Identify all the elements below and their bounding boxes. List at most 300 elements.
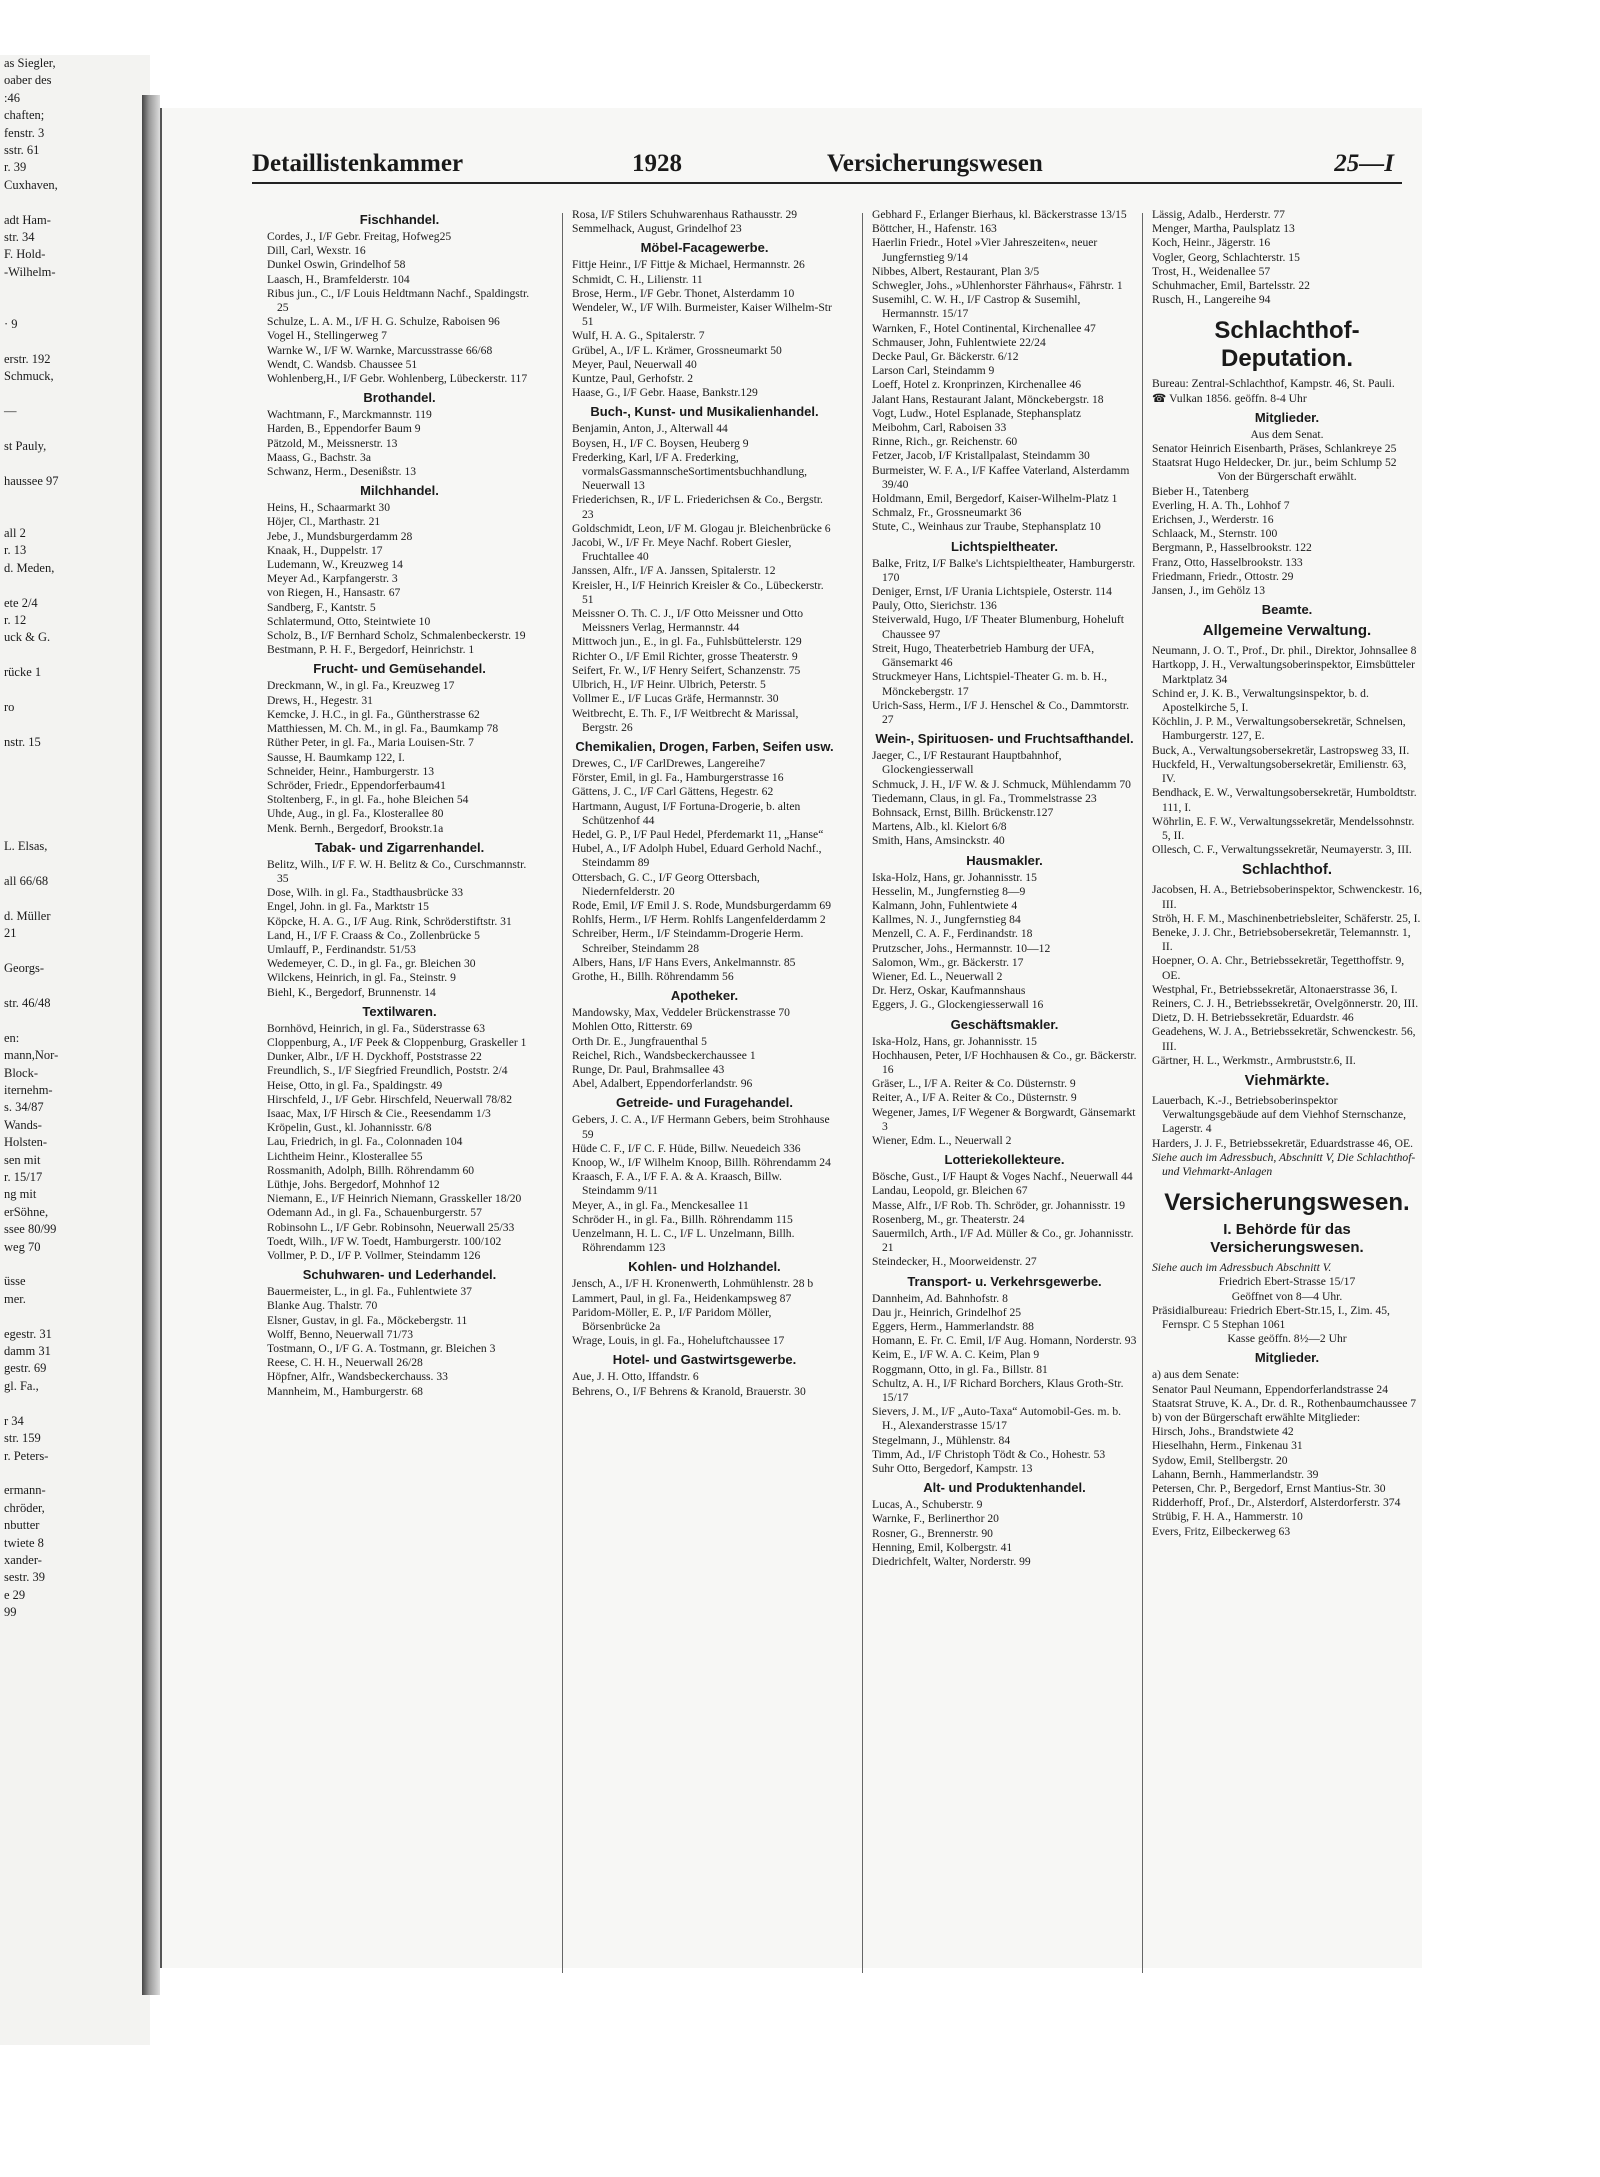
left-page-text-fragment: oaber des (4, 73, 52, 88)
directory-entry: Stoltenberg, F., in gl. Fa., hohe Bleichen 54 (267, 793, 469, 807)
directory-entry: Buck, A., Verwaltungsobersekretär, Lastropsweg 33, II. (1152, 743, 1410, 757)
left-page-text-fragment: üsse (4, 1274, 26, 1289)
section-heading: Textilwaren. (362, 1003, 437, 1019)
section-heading: Schuhwaren- und Lederhandel. (302, 1267, 497, 1283)
left-page-text-fragment (0, 334, 150, 351)
directory-entry: Aue, J. H. Otto, Iffandstr. 6 (572, 1370, 699, 1384)
left-page-text-fragment (0, 1308, 150, 1325)
directory-entry: Meibohm, Carl, Raboisen 33 (872, 421, 1007, 435)
left-page-text-fragment: F. Hold- (4, 247, 46, 262)
directory-entry: Koch, Heinr., Jägerstr. 16 (1152, 236, 1271, 250)
directory-entry: Schröder, Friedr., Eppendorferbaum41 (267, 778, 446, 792)
left-page-text-fragment: Schmuck, (4, 369, 54, 384)
left-page-text-fragment: mann,Nor- (4, 1048, 59, 1063)
directory-entry: Dunkel Oswin, Grindelhof 58 (267, 258, 406, 272)
directory-entry: Everling, H. A. Th., Lohhof 7 (1152, 498, 1290, 512)
directory-entry: Hirsch, Johs., Brandstwiete 42 (1152, 1425, 1294, 1439)
directory-entry: Tiedemann, Claus, in gl. Fa., Trommelstrasse 23 (872, 791, 1097, 805)
left-page-text-fragment: fenstr. 3 (4, 125, 45, 140)
left-page-text-fragment: gestr. 69 (4, 1361, 47, 1376)
directory-entry: Schlatermund, Otto, Steintwiete 10 (267, 614, 431, 628)
directory-entry: Suhr Otto, Bergedorf, Kampstr. 13 (872, 1462, 1033, 1476)
left-page-text-fragment: r. Peters- (4, 1448, 49, 1463)
directory-entry: Warnken, F., Hotel Continental, Kirchenallee 47 (872, 321, 1096, 335)
directory-entry: Steiverwald, Hugo, I/F Theater Blumenburg, Hoheluft Chaussee 97 (872, 613, 1125, 641)
left-page-text-fragment: ete 2/4 (4, 595, 38, 610)
left-page-text-fragment: egestr. 31 (4, 1326, 52, 1341)
directory-entry: Franz, Otto, Hasselbrookstr. 133 (1152, 555, 1303, 569)
directory-entry: Jacobi, W., I/F Fr. Meye Nachf. Robert Giesler, Fruchtallee 40 (572, 536, 792, 564)
directory-entry: Blanke Aug. Thalstr. 70 (267, 1299, 378, 1313)
directory-entry: Reiter, A., I/F A. Reiter & Co., Düsternstr. 9 (872, 1091, 1077, 1105)
directory-entry: Heins, H., Schaarmarkt 30 (267, 501, 390, 515)
directory-entry: Lahann, Bernh., Hammerlandstr. 39 (1152, 1467, 1319, 1481)
left-page-text-fragment: mer. (4, 1291, 26, 1306)
left-page-text-fragment: r. 15/17 (4, 1170, 43, 1184)
directory-entry: Hüde C. F., I/F C. F. Hüde, Billw. Neuedeich 336 (572, 1141, 801, 1155)
left-page-text-fragment: r. 13 (4, 543, 27, 558)
directory-entry: Goldschmidt, Leon, I/F M. Glogau jr. Bleichenbrücke 6 (572, 521, 831, 535)
directory-entry: Benjamin, Anton, J., Alterwall 44 (572, 422, 728, 436)
directory-entry: Bösche, Gust., I/F Haupt & Voges Nachf., Neuerwall 44 (872, 1170, 1133, 1184)
directory-entry: Martens, Alb., kl. Kielort 6/8 (872, 820, 1007, 834)
section-heading: Frucht- und Gemüsehandel. (313, 661, 486, 677)
directory-entry: Iska-Holz, Hans, gr. Johannisstr. 15 (872, 1034, 1037, 1048)
directory-entry: Hoepner, O. A. Chr., Betriebssekretär, Tegetthoffstr. 9, OE. (1152, 954, 1405, 982)
left-page-text-fragment: haussee 97 (4, 473, 59, 488)
directory-entry: Senator Paul Neumann, Eppendorferlandstrasse 24 (1152, 1382, 1388, 1396)
directory-entry: a) aus dem Senate: (1152, 1368, 1240, 1382)
directory-entry: Hartkopp, J. H., Verwaltungsoberinspektor, Eimsbütteler Marktplatz 34 (1152, 658, 1416, 686)
directory-entry: Vogler, Georg, Schlachterstr. 15 (1152, 250, 1300, 264)
left-page-text-fragment: sestr. 39 (4, 1570, 45, 1585)
directory-entry: Meyer, Paul, Neuerwall 40 (572, 357, 697, 371)
left-page-text-fragment (0, 682, 150, 699)
directory-entry: Schwegler, Johs., »Uhlenhorster Fährhaus«, Fährstr. 1 (872, 279, 1123, 293)
directory-entry: Land, H., I/F F. Craass & Co., Zollenbrücke 5 (267, 928, 480, 942)
subheading: Allgemeine Verwaltung. (1202, 622, 1372, 640)
directory-entry: Kalmann, John, Fuhlentwiete 4 (872, 898, 1018, 912)
centered-note: Geöffnet von 8—4 Uhr. (1231, 1289, 1343, 1303)
directory-entry: Richter O., I/F Emil Richter, grosse Theaterstr. 9 (572, 649, 798, 663)
directory-entry: Kreisler, H., I/F Heinrich Kreisler & Co., Lübeckerstr. 51 (572, 578, 824, 606)
directory-entry: Mittwoch jun., E., in gl. Fa., Fuhlsbüttelerstr. 129 (572, 635, 802, 649)
directory-entry: Hesselin, M., Jungfernstieg 8—9 (872, 884, 1026, 898)
directory-entry: Grübel, A., I/F L. Krämer, Grossneumarkt 50 (572, 343, 782, 357)
directory-entry: Dietz, D. H. Betriebssekretär, Eduardstr. 46 (1152, 1011, 1354, 1025)
directory-entry: Roggmann, Otto, in gl. Fa., Billstr. 81 (872, 1362, 1048, 1376)
left-page-text-fragment (0, 751, 150, 768)
left-page-text-fragment: 99 (4, 1605, 17, 1620)
directory-entry: Gebhard F., Erlanger Bierhaus, kl. Bäckerstrasse 13/15 (872, 208, 1127, 221)
directory-entry: Sydow, Emil, Stellbergstr. 20 (1152, 1453, 1288, 1467)
directory-entry: Ridderhoff, Prof., Dr., Alsterdorf, Alsterdorferstr. 374 (1152, 1496, 1401, 1510)
directory-entry: Knaak, H., Duppelstr. 17 (267, 543, 383, 557)
directory-entry: Bendhack, E. W., Verwaltungsobersekretär, Humboldtstr. 111, I. (1152, 786, 1417, 814)
directory-entry: Friedmann, Friedr., Ottostr. 29 (1152, 569, 1294, 583)
directory-entry: Kraasch, F. A., I/F F. A. & A. Kraasch, Billw. Steindamm 9/11 (572, 1170, 782, 1198)
left-page-text-fragment (0, 1395, 150, 1412)
directory-entry: Wrage, Louis, in gl. Fa., Hoheluftchaussee 17 (572, 1334, 785, 1348)
directory-entry: Deniger, Ernst, I/F Urania Lichtspiele, Osterstr. 114 (872, 585, 1112, 599)
left-page-text-fragment: chaften; (4, 108, 45, 123)
directory-entry: Tostmann, O., I/F G. A. Tostmann, gr. Bleichen 3 (267, 1342, 496, 1356)
column-1 (267, 208, 532, 1399)
left-page-text-fragment (0, 1465, 150, 1482)
left-page-text-fragment: nstr. 15 (4, 734, 41, 749)
directory-entry: Jacobsen, H. A., Betriebsoberinspektor, Schwenckestr. 16, III. (1152, 883, 1423, 911)
left-page-text-fragment: ermann- (4, 1483, 46, 1498)
directory-entry: Dunker, Albr., I/F H. Dyckhoff, Poststrasse 22 (267, 1050, 482, 1064)
directory-entry: Grothe, H., Billh. Röhrendamm 56 (572, 969, 734, 983)
directory-entry: Brose, Herm., I/F Gebr. Thonet, Alsterdamm 10 (572, 286, 795, 300)
left-page-text-fragment: as Siegler, (4, 56, 56, 70)
directory-entry: Schultz, A. H., I/F Richard Borchers, Klaus Groth-Str. 15/17 (872, 1376, 1124, 1405)
directory-entry: Rosner, G., Brennerstr. 90 (872, 1526, 993, 1540)
directory-entry: Balke, Fritz, I/F Balke's Lichtspieltheater, Hamburgerstr. 170 (872, 556, 1136, 584)
left-page-text-fragment: d. Müller (4, 908, 51, 923)
directory-entry: Kallmes, N. J., Jungfernstieg 84 (872, 913, 1021, 927)
directory-entry: Reese, C. H. H., Neuerwall 26/28 (267, 1356, 423, 1370)
directory-entry: Schneider, Heinr., Hamburgerstr. 13 (267, 764, 435, 778)
left-page-text-fragment: ng mit (4, 1187, 37, 1202)
column-3 (872, 208, 1137, 1569)
directory-entry: Prutzscher, Johs., Hermannstr. 10—12 (872, 941, 1051, 955)
centered-note: Aus dem Senat. (1250, 427, 1324, 441)
directory-entry: Wulf, H. A. G., Spitalerstr. 7 (572, 329, 705, 343)
directory-entry: Umlauff, P., Ferdinandstr. 51/53 (267, 942, 416, 956)
left-page-text-fragment: all 66/68 (4, 874, 49, 889)
directory-entry: Frederking, Karl, I/F A. Frederking, vormalsGassmannscheSortimentsbuchhandlung, Neuerwall 13 (572, 450, 808, 493)
directory-entry: Burmeister, W. F. A., I/F Kaffee Vaterland, Alsterdamm 39/40 (872, 463, 1130, 491)
directory-entry: Petersen, Chr. P., Bergedorf, Ernst Mantius-Str. 30 (1152, 1482, 1386, 1496)
directory-entry: Streit, Hugo, Theaterbetrieb Hamburg der UFA, Gänsemarkt 46 (872, 641, 1095, 670)
section-heading: Alt- und Produktenhandel. (923, 1480, 1086, 1496)
directory-entry: Bureau: Zentral-Schlachthof, Kampstr. 46, St. Pauli. (1152, 377, 1395, 391)
directory-entry: Friederichsen, R., I/F L. Friederichsen & Co., Bergstr. 23 (572, 493, 823, 521)
subheading: I. Behörde für das Versicherungswesen. (1210, 1221, 1364, 1257)
directory-entry: Masse, Alfr., I/F Rob. Th. Schröder, gr. Johannisstr. 19 (872, 1198, 1126, 1212)
directory-entry: Ottersbach, G. C., I/F Georg Ottersbach, Niedernfelderstr. 20 (572, 870, 760, 898)
left-page-text-fragment (0, 821, 150, 838)
document-page (160, 108, 1422, 1968)
left-page-text-fragment: r 34 (4, 1413, 24, 1428)
left-page-text-fragment: — (4, 404, 17, 419)
left-page-text-fragment (0, 943, 150, 960)
column-4 (1152, 208, 1422, 1539)
directory-entry: Wegener, James, I/F Wegener & Borgwardt, Gänsemarkt 3 (872, 1105, 1136, 1133)
directory-entry: Timm, Ad., I/F Christoph Tödt & Co., Hohestr. 53 (872, 1447, 1106, 1461)
directory-entry: Hieselhahn, Herm., Finkenau 31 (1152, 1439, 1303, 1453)
directory-entry: Gärtner, H. L., Werkmstr., Armbruststr.6, II. (1152, 1053, 1356, 1067)
left-page-text-fragment (0, 803, 150, 820)
centered-note: Friedrich Ebert-Strasse 15/17 (1218, 1275, 1356, 1289)
directory-entry: Jensch, A., I/F H. Kronenwerth, Lohmühlenstr. 28 b (572, 1277, 814, 1291)
directory-entry: Menzell, C. A. F., Ferdinandstr. 18 (872, 927, 1033, 941)
directory-entry: Elsner, Gustav, in gl. Fa., Möckebergstr. 11 (267, 1313, 468, 1327)
header-left-title: Detaillistenkammer (252, 150, 464, 177)
directory-entry: Menk. Bernh., Bergedorf, Brookstr.1a (267, 821, 444, 835)
section-heading: Kohlen- und Holzhandel. (628, 1259, 781, 1275)
directory-entry: Rosenberg, M., gr. Theaterstr. 24 (872, 1212, 1025, 1226)
directory-entry: Köpcke, H. A. G., I/F Aug. Rink, Schröderstiftstr. 31 (267, 914, 512, 928)
left-page-text-fragment (0, 455, 150, 472)
directory-entry: Trost, H., Weidenallee 57 (1152, 264, 1271, 278)
section-heading: Hotel- und Gastwirtsgewerbe. (612, 1352, 797, 1368)
directory-entry: Pätzold, M., Meissnerstr. 13 (267, 436, 398, 450)
directory-entry: Schmauser, John, Fuhlentwiete 22/24 (872, 335, 1046, 349)
directory-entry: Ollesch, C. F., Verwaltungssekretär, Neumayerstr. 3, III. (1152, 843, 1412, 857)
directory-entry: Haase, G., I/F Gebr. Haase, Bankstr.129 (572, 386, 758, 400)
directory-entry: Strübig, F. H. A., Hammerstr. 10 (1152, 1510, 1303, 1524)
left-page-text-fragment (0, 386, 150, 403)
directory-entry: Reichel, Rich., Wandsbeckerchaussee 1 (572, 1048, 756, 1062)
section-heading: Lotteriekollekteure. (944, 1152, 1065, 1168)
directory-entry: Kuntze, Paul, Gerhofstr. 2 (572, 372, 694, 386)
directory-entry: Cordes, J., I/F Gebr. Freitag, Hofweg25 (267, 230, 452, 243)
directory-entry: Wiener, Edm. L., Neuerwall 2 (872, 1133, 1012, 1147)
directory-entry: Niemann, E., I/F Heinrich Niemann, Grasskeller 18/20 (267, 1192, 522, 1206)
directory-entry: Loeff, Hotel z. Kronprinzen, Kirchenallee 46 (872, 378, 1082, 392)
directory-entry: Schmuck, J. H., I/F W. & J. Schmuck, Mühlendamm 70 (872, 777, 1131, 791)
left-page-text-fragment (0, 490, 150, 507)
directory-entry: Laasch, H., Bramfelderstr. 104 (267, 272, 410, 286)
directory-entry: Menger, Martha, Paulsplatz 13 (1152, 222, 1295, 236)
left-page-text-fragment: damm 31 (4, 1344, 51, 1359)
directory-entry: Vollmer, P. D., I/F P. Vollmer, Steindamm 126 (267, 1249, 481, 1262)
directory-entry: Jansen, J., im Gehölz 13 (1152, 584, 1266, 598)
directory-entry: Präsidialbureau: Friedrich Ebert-Str.15, I., Zim. 45, Fernspr. C 5 Stephan 1061 (1152, 1303, 1390, 1331)
directory-entry: Schwanz, Herm., Desenißstr. 13 (267, 465, 417, 479)
directory-entry: Iska-Holz, Hans, gr. Johannisstr. 15 (872, 870, 1037, 884)
left-page-text-fragment: ro (4, 700, 15, 715)
column-rule (562, 213, 563, 1973)
directory-entry: Vollmer E., I/F Lucas Gräfe, Hermannstr. 30 (572, 692, 779, 706)
directory-entry: Vogel H., Stellingerweg 7 (267, 329, 387, 343)
directory-entry: Diedrichfelt, Walter, Norderstr. 99 (872, 1555, 1031, 1569)
directory-entry: Abel, Adalbert, Eppendorferlandstr. 96 (572, 1077, 753, 1091)
section-heading: Apotheker. (670, 988, 739, 1004)
directory-entry: Larson Carl, Steindamm 9 (872, 364, 995, 378)
book-spine (142, 95, 160, 1995)
directory-entry: Meyer Ad., Karpfangerstr. 3 (267, 572, 398, 586)
section-heading: Fischhandel. (359, 212, 440, 227)
directory-entry: ☎ Vulkan 1856. geöffn. 8-4 Uhr (1152, 391, 1307, 405)
directory-entry: Rusch, H., Langereihe 94 (1152, 293, 1271, 307)
section-heading: Wein-, Spirituosen- und Fruchtsafthandel. (875, 731, 1134, 747)
directory-entry: Kröpelin, Gust., kl. Johannisstr. 6/8 (267, 1121, 432, 1135)
directory-entry: Ströh, H. F. M., Maschinenbetriebsleiter, Schäferstr. 25, I. (1152, 911, 1421, 925)
left-page-text-fragment: Georgs- (4, 961, 45, 976)
left-page-text-fragment (0, 299, 150, 316)
left-page-text-fragment: str. 159 (4, 1431, 41, 1446)
directory-entry: Dannheim, Ad. Bahnhofstr. 8 (872, 1291, 1008, 1305)
directory-entry: Meissner O. Th. C. J., I/F Otto Meissner und Otto Meissners Verlag, Hermannstr. 44 (572, 607, 804, 635)
directory-entry: von Riegen, H., Hansastr. 67 (267, 586, 401, 600)
directory-entry: Stute, C., Weinhaus zur Traube, Stephansplatz 10 (872, 520, 1101, 534)
directory-entry: Lucas, A., Schuberstr. 9 (872, 1498, 983, 1512)
directory-entry: Orth Dr. E., Jungfrauenthal 5 (572, 1034, 707, 1048)
directory-entry: Albers, Hans, I/F Hans Evers, Ankelmannstr. 85 (572, 955, 796, 969)
left-page-text-fragment (0, 421, 150, 438)
directory-entry: Bornhövd, Heinrich, in gl. Fa., Süderstrasse 63 (267, 1021, 485, 1035)
directory-entry: Schmidt, C. H., Lilienstr. 11 (572, 272, 703, 286)
directory-entry: Rinne, Rich., gr. Reichenstr. 60 (872, 435, 1018, 449)
directory-entry: Weitbrecht, E. Th. F., I/F Weitbrecht & Marissal, Bergstr. 26 (572, 706, 799, 734)
directory-entry: Susemihl, C. W. H., I/F Castrop & Susemihl, Hermannstr. 15/17 (872, 293, 1081, 321)
reference-note: Siehe auch im Adressbuch Abschnitt V. (1152, 1261, 1332, 1275)
directory-entry: Bauermeister, L., in gl. Fa., Fuhlentwiete 37 (267, 1285, 472, 1299)
left-page-text-fragment: Block- (4, 1065, 39, 1080)
column-rule (1142, 213, 1143, 1973)
left-page-fragment (0, 55, 150, 2045)
left-page-text-fragment: iternehm- (4, 1082, 53, 1097)
left-page-text-fragment: sstr. 61 (4, 143, 40, 158)
directory-entry: Henning, Emil, Kolbergstr. 41 (872, 1540, 1013, 1554)
column-2 (572, 208, 837, 1399)
directory-entry: Dau jr., Heinrich, Grindelhof 25 (872, 1305, 1022, 1319)
directory-entry: Uenzelmann, H. L. C., I/F L. Unzelmann, Billh. Röhrendamm 123 (572, 1227, 795, 1255)
left-page-text-fragment: str. 34 (4, 230, 35, 245)
directory-entry: Drews, H., Hegestr. 31 (267, 693, 373, 707)
directory-entry: Höpfner, Alfr., Wandsbeckerchauss. 33 (267, 1370, 448, 1384)
directory-entry: Wachtmann, F., Marckmannstr. 119 (267, 408, 432, 422)
left-page-text-fragment (0, 978, 150, 995)
directory-entry: Warnke, F., Berlinerthor 20 (872, 1512, 999, 1526)
section-heading: Beamte. (1261, 602, 1313, 618)
directory-entry: Vogt, Ludw., Hotel Esplanade, Stephansplatz (872, 406, 1081, 420)
left-page-text-fragment (0, 769, 150, 786)
left-page-text-fragment: all 2 (4, 525, 26, 540)
directory-entry: Belitz, Wilh., I/F F. W. H. Belitz & Co., Curschmannstr. 35 (267, 857, 527, 885)
major-heading: Schlachthof-Deputation. (1214, 317, 1360, 373)
left-page-text-fragment: Holsten- (4, 1135, 48, 1150)
left-page-text-fragment: d. Meden, (4, 560, 55, 575)
directory-entry: Senator Heinrich Eisenbarth, Präses, Schlankreye 25 (1152, 442, 1397, 456)
directory-entry: Seifert, Fr. W., I/F Henry Seifert, Schanzenstr. 75 (572, 663, 801, 677)
directory-entry: Engel, John. in gl. Fa., Marktstr 15 (267, 900, 429, 914)
directory-entry: Homann, E. Fr. C. Emil, I/F Aug. Homann, Norderstr. 93 (872, 1334, 1137, 1348)
directory-entry: Jalant Hans, Restaurant Jalant, Mönckebergstr. 18 (872, 392, 1104, 406)
directory-entry: Hedel, G. P., I/F Paul Hedel, Pferdemarkt 11, „Hanse“ (572, 827, 824, 841)
directory-entry: Fetzer, Jacob, I/F Kristallpalast, Steindamm 30 (872, 449, 1090, 463)
left-page-text-fragment (0, 647, 150, 664)
directory-entry: Hochhausen, Peter, I/F Hochhausen & Co., gr. Bäckerstr. 16 (872, 1048, 1137, 1076)
directory-entry: Lässig, Adalb., Herderstr. 77 (1152, 208, 1285, 221)
header-year: 1928 (632, 150, 682, 177)
directory-entry: Stegelmann, J., Mühlenstr. 84 (872, 1433, 1011, 1447)
left-page-text-fragment: weg 70 (4, 1239, 41, 1254)
directory-entry: Knoop, W., I/F Wilhelm Knoop, Billh. Röhrendamm 24 (572, 1155, 831, 1169)
left-page-text-fragment: sen mit (4, 1152, 41, 1167)
left-page-text-fragment: rücke 1 (4, 665, 42, 680)
left-page-text-fragment: nbutter (4, 1518, 40, 1533)
directory-entry: Köchlin, J. P. M., Verwaltungsobersekretär, Schnelsen, Hamburgerstr. 127, E. (1152, 715, 1406, 743)
directory-entry: Cloppenburg, A., I/F Peek & Cloppenburg, Graskeller 1 (267, 1035, 527, 1049)
directory-entry: Schind er, J. K. B., Verwaltungsinspektor, b. d. Apostelkirche 5, I. (1152, 686, 1369, 715)
directory-entry: Smith, Hans, Amsinckstr. 40 (872, 834, 1005, 848)
directory-entry: Hubel, A., I/F Adolph Hubel, Eduard Gerhold Nachf., Steindamm 89 (572, 842, 822, 870)
directory-entry: Nibbes, Albert, Restaurant, Plan 3/5 (872, 264, 1040, 278)
directory-entry: Wilckens, Heinrich, in gl. Fa., Steinstr. 9 (267, 971, 456, 985)
directory-entry: Wedemeyer, C. D., in gl. Fa., gr. Bleichen 30 (267, 957, 476, 971)
directory-entry: Erichsen, J., Werderstr. 16 (1152, 513, 1274, 527)
directory-entry: Beneke, J. J. Chr., Betriebsobersekretär, Telemannstr. 1, II. (1152, 925, 1411, 954)
left-page-text-fragment: chröder, (4, 1500, 45, 1515)
directory-entry: Gebers, J. C. A., I/F Hermann Gebers, beim Strohhause 59 (572, 1113, 830, 1141)
directory-entry: Sausse, H. Baumkamp 122, I. (267, 750, 405, 764)
left-page-text-fragment: st Pauly, (4, 438, 47, 453)
left-page-text-fragment: xander- (4, 1552, 42, 1567)
centered-note: Von der Bürgerschaft erwählt. (1217, 470, 1357, 484)
directory-entry: Rüther Peter, in gl. Fa., Maria Louisen-Str. 7 (267, 736, 474, 750)
directory-entry: Runge, Dr. Paul, Brahmsallee 43 (572, 1062, 725, 1076)
directory-entry: Biehl, K., Bergedorf, Brunnenstr. 14 (267, 985, 436, 999)
directory-entry: Wohlenberg,H., I/F Gebr. Wohlenberg, Lübeckerstr. 117 (267, 372, 528, 386)
directory-entry: Bergmann, P., Hasselbrookstr. 122 (1152, 541, 1312, 555)
page-header (252, 148, 1402, 184)
directory-entry: Geadehens, W. J. A., Betriebssekretär, Schwenckestr. 56, III. (1152, 1025, 1416, 1053)
directory-entry: Schmalz, Fr., Grossneumarkt 36 (872, 506, 1022, 520)
section-heading: Mitglieder. (1254, 1350, 1320, 1366)
directory-entry: Dr. Herz, Oskar, Kaufmannshaus (872, 984, 1026, 998)
left-page-text-fragment: str. 46/48 (4, 995, 51, 1010)
directory-entry: Lichtheim Heinr., Klosterallee 55 (267, 1149, 423, 1163)
left-page-text-fragment: s. 34/87 (4, 1100, 44, 1115)
directory-entry: Janssen, Alfr., I/F A. Janssen, Spitalerstr. 12 (572, 564, 776, 578)
column-rule (862, 213, 863, 1973)
directory-entry: b) von der Bürgerschaft erwählte Mitglieder: (1152, 1411, 1361, 1424)
directory-entry: Matthiessen, M. Ch. M., in gl. Fa., Baumkamp 78 (267, 722, 499, 736)
directory-entry: Eggers, J. G., Glockengiesserwall 16 (872, 998, 1044, 1012)
directory-entry: Maass, G., Bachstr. 3a (267, 450, 372, 464)
directory-entry: Fittje Heinr., I/F Fittje & Michael, Hermannstr. 26 (572, 258, 805, 272)
directory-entry: Holdmann, Emil, Bergedorf, Kaiser-Wilhelm-Platz 1 (872, 492, 1118, 506)
directory-entry: Huckfeld, H., Verwaltungsobersekretär, Emilienstr. 63, IV. (1152, 757, 1407, 786)
left-page-text-fragment (0, 508, 150, 525)
directory-entry: Steindecker, H., Moorweidenstr. 27 (872, 1255, 1037, 1269)
left-page-text-fragment (0, 1256, 150, 1273)
directory-entry: Gräser, L., I/F A. Reiter & Co. Düsternstr. 9 (872, 1077, 1076, 1091)
section-heading: Tabak- und Zigarrenhandel. (314, 839, 485, 855)
directory-entry: Böttcher, H., Hafenstr. 163 (872, 222, 997, 236)
directory-entry: Neumann, J. O. T., Prof., Dr. phil., Direktor, Johnsallee 8 (1152, 644, 1417, 658)
directory-entry: Paridom-Möller, E. P., I/F Paridom Möller, Börsenbrücke 2a (572, 1305, 772, 1334)
directory-entry: Warnke W., I/F W. Warnke, Marcusstrasse 66/68 (267, 343, 493, 357)
directory-entry: Ulbrich, H., I/F Heinr. Ulbrich, Peterstr. 5 (572, 678, 766, 692)
directory-entry: Jaeger, C., I/F Restaurant Hauptbahnhof, Glockengiesserwall (872, 749, 1062, 777)
directory-entry: Lüthje, Johs. Bergedorf, Mohnhof 12 (267, 1177, 440, 1191)
left-page-text-fragment: e 29 (4, 1587, 26, 1602)
header-right-title: Versicherungswesen (827, 150, 1043, 177)
directory-entry: Meyer, A., in gl. Fa., Menckesallee 11 (572, 1198, 749, 1212)
directory-entry: Uhde, Aug., in gl. Fa., Klosterallee 80 (267, 807, 444, 821)
directory-entry: Ribus jun., C., I/F Louis Heldtmann Nachf., Spaldingstr. 25 (267, 286, 530, 315)
left-page-text-fragment: gl. Fa., (4, 1378, 39, 1393)
directory-entry: Sauermilch, Arth., I/F Ad. Müller & Co., gr. Johannisstr. 21 (872, 1227, 1134, 1255)
directory-entry: Dose, Wilh. in gl. Fa., Stadthausbrücke 33 (267, 886, 464, 900)
left-page-text-fragment: r. 39 (4, 160, 27, 175)
directory-entry: Drewes, C., I/F CarlDrewes, Langereihe7 (572, 756, 766, 770)
directory-entry: Odemann Ad., in gl. Fa., Schauenburgerstr. 57 (267, 1206, 482, 1220)
left-page-text-fragment (0, 577, 150, 594)
directory-entry: Schulze, L. A. M., I/F H. G. Schulze, Raboisen 96 (267, 315, 500, 329)
directory-entry: Bestmann, P. H. F., Bergedorf, Heinrichstr. 1 (267, 643, 475, 657)
left-page-text-fragment: uck & G. (4, 630, 51, 645)
section-heading: Brothandel. (363, 390, 436, 406)
left-page-text-fragment: L. Elsas, (4, 839, 48, 854)
left-page-text-fragment (0, 281, 150, 298)
